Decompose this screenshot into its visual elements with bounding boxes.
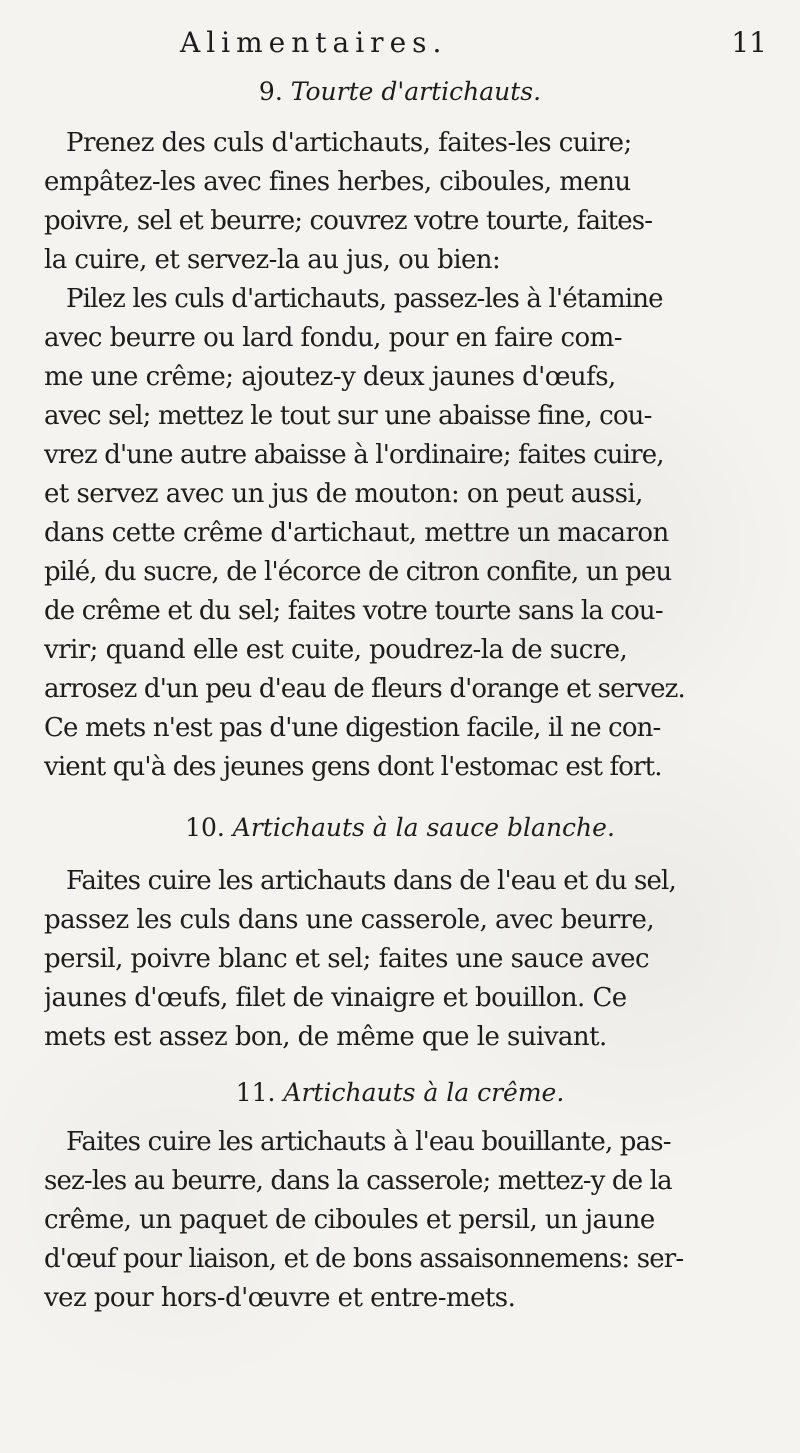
text-line: avec beurre ou lard fondu, pour en faire com- bbox=[44, 323, 622, 353]
text-line: Faites cuire les artichauts à l'eau bouillante, pas- bbox=[66, 1127, 671, 1157]
text-line: pilé, du sucre, de l'écorce de citron confite, un peu bbox=[44, 557, 672, 587]
text-line: arrosez d'un peu d'eau de fleurs d'orange et servez. bbox=[44, 674, 685, 704]
text-line: empâtez-les avec fines herbes, ciboules, menu bbox=[44, 167, 631, 197]
recipe-heading bbox=[0, 812, 800, 844]
text-line: poivre, sel et beurre; couvrez votre tourte, faites- bbox=[44, 206, 653, 236]
text-line: sez-les au beurre, dans la casserole; mettez-y de la bbox=[44, 1166, 672, 1196]
recipe-number: 11. bbox=[235, 1078, 276, 1107]
text-line: avec sel; mettez le tout sur une abaisse fine, cou- bbox=[44, 401, 652, 431]
recipe-body bbox=[44, 124, 762, 787]
text-line: vez pour hors-d'œuvre et entre-mets. bbox=[44, 1283, 516, 1313]
text-line: Pilez les culs d'artichauts, passez-les à l'étamine bbox=[66, 284, 663, 314]
text-line: d'œuf pour liaison, et de bons assaisonnemens: ser- bbox=[44, 1244, 684, 1274]
recipe-number: 10. bbox=[185, 813, 225, 842]
recipe-title: Artichauts à la sauce blanche. bbox=[232, 813, 615, 842]
text-line: dans cette crême d'artichaut, mettre un macaron bbox=[44, 518, 669, 548]
text-line: Prenez des culs d'artichauts, faites-les cuire; bbox=[66, 128, 632, 158]
text-line: vient qu'à des jeunes gens dont l'estomac est fort. bbox=[44, 752, 662, 782]
text-line: vrir; quand elle est cuite, poudrez-la de sucre, bbox=[44, 635, 628, 665]
text-line: Ce mets n'est pas d'une digestion facile, il ne con- bbox=[44, 713, 661, 743]
text-line: vrez d'une autre abaisse à l'ordinaire; faites cuire, bbox=[44, 440, 664, 470]
text-line: de crême et du sel; faites votre tourte sans la cou- bbox=[44, 596, 663, 626]
recipe-number: 9. bbox=[258, 77, 283, 106]
text-line: mets est assez bon, de même que le suivant. bbox=[44, 1022, 607, 1052]
running-title: Alimentaires. bbox=[180, 26, 448, 59]
recipe-body bbox=[44, 862, 762, 1057]
text-line: et servez avec un jus de mouton: on peut aussi, bbox=[44, 479, 643, 509]
text-line: Faites cuire les artichauts dans de l'eau et du sel, bbox=[66, 866, 676, 896]
recipe-heading bbox=[0, 1077, 800, 1109]
page-number: 11 bbox=[731, 26, 767, 59]
text-line: passez les culs dans une casserole, avec beurre, bbox=[44, 905, 655, 935]
text-line: me une crême; ajoutez-y deux jaunes d'œufs, bbox=[44, 362, 616, 392]
text-line: jaunes d'œufs, filet de vinaigre et bouillon. Ce bbox=[44, 983, 627, 1013]
text-line: persil, poivre blanc et sel; faites une sauce avec bbox=[44, 944, 650, 974]
recipe-title: Tourte d'artichauts. bbox=[290, 77, 542, 106]
running-head bbox=[0, 26, 800, 62]
recipe-heading bbox=[0, 76, 800, 108]
recipe-body bbox=[44, 1123, 762, 1318]
text-line: la cuire, et servez-la au jus, ou bien: bbox=[44, 245, 501, 275]
text-line: crême, un paquet de ciboules et persil, un jaune bbox=[44, 1205, 655, 1235]
recipe-title: Artichauts à la crême. bbox=[283, 1078, 565, 1107]
